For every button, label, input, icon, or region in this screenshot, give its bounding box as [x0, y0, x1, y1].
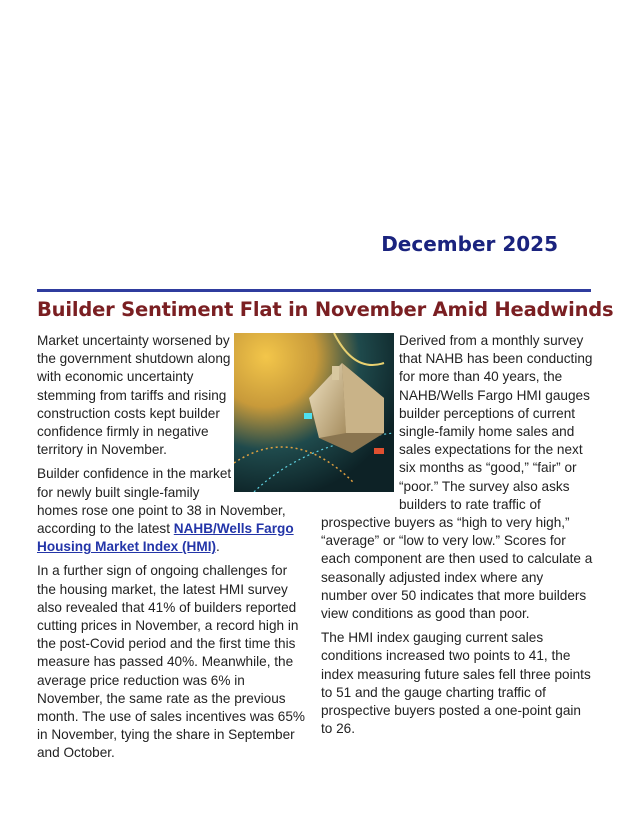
header-divider — [37, 289, 591, 292]
article-left-column — [37, 332, 305, 769]
hmi-link[interactable]: NAHB/Wells Fargo Housing Market Index (HMI) — [37, 521, 294, 555]
article-paragraph: The HMI index gauging current sales conditions increased two points to 41, the index measuring future sales fell three points to 51 and the gauge charting traffic of prospective buyers posted a one-point gain to 26. — [321, 630, 591, 737]
paragraph-text: . — [216, 539, 220, 555]
article-paragraph: Market uncertainty worsened by the government shutdown along with economic uncertainty stemming from tariffs and rising construction costs kept builder confidence firmly in negative territory in November. — [37, 333, 231, 458]
article-headline: Builder Sentiment Flat in November Amid Headwinds — [37, 298, 614, 321]
article-right-column — [321, 332, 593, 744]
issue-date: December 2025 — [381, 232, 558, 256]
article-paragraph: In a further sign of ongoing challenges for the housing market, the latest HMI survey also revealed that 41% of builders reported cutting prices in November, a record high in the post-Covid period and the first time this measure has passed 40%. Meanwhile, the average price reduction was 6% in November, the same rate as the previous month. The use of sales incentives was 65% in November, tying the share in September and October. — [37, 563, 305, 761]
article-paragraph: Derived from a monthly survey that NAHB has been conducting for more than 40 years, the NAHB/Wells Fargo HMI gauges builder perceptions of current single-family home sales and sales expectations for the next six months as “good,” “fair” or “poor.” The survey also asks builders to rate traffic of prospective buyers as “high to very high,” “average” or “low to very low.” Scores for each component are then used to calculate a seasonally adjusted index where any number over 50 indicates that more builders view conditions as good than poor. — [321, 333, 593, 622]
paragraph-text: Builder confidence in the market for newly built single-family homes rose one point to 38 in November, according to the latest — [37, 466, 286, 537]
